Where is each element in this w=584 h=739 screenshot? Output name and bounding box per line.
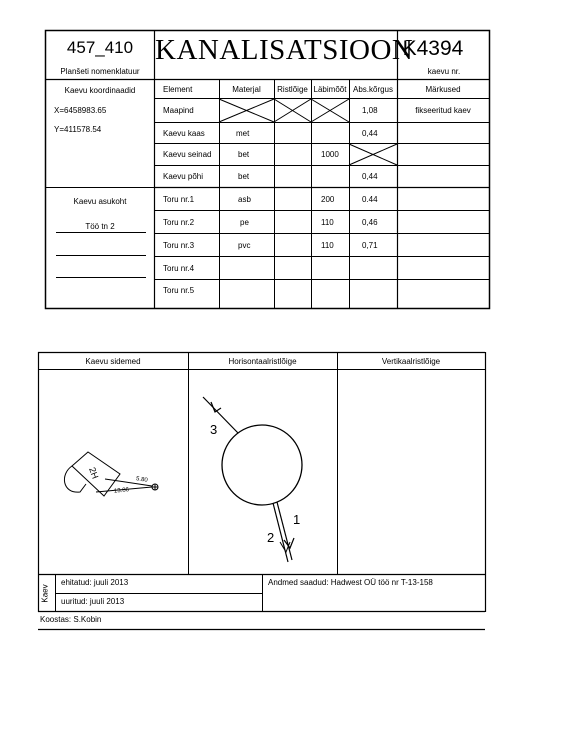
- table-cell: 1000: [321, 150, 339, 159]
- table-cell: 0,44: [362, 172, 378, 181]
- built-date: ehitatud: juuli 2013: [61, 578, 129, 587]
- compiled-by: Koostas: S.Kobin: [40, 615, 102, 624]
- table-cell: 110: [321, 218, 334, 227]
- col-header-diameter: Läbimõõt: [313, 85, 347, 94]
- table-cell: 1,08: [362, 106, 378, 115]
- table-cell: Toru nr.3: [163, 241, 195, 250]
- col-header-height: Abs.kõrgus: [352, 85, 394, 94]
- col-header-notes: Märkused: [425, 85, 461, 94]
- table-cell: Toru nr.1: [163, 195, 195, 204]
- table-cell: Kaevu seinad: [163, 150, 212, 159]
- table-cell: 200: [321, 195, 335, 204]
- sheet-label: Planšeti nomenklatuur: [60, 67, 140, 76]
- table-cell: bet: [238, 150, 250, 159]
- coordinate-x: X=6458983.65: [54, 106, 107, 115]
- table-cell: Toru nr.4: [163, 264, 195, 273]
- coordinate-y: Y=411578.54: [54, 125, 102, 134]
- surveyed-date: uuritud: juuli 2013: [61, 597, 125, 606]
- table-cell: 0.44: [362, 195, 378, 204]
- location-value: Töö tn 2: [85, 222, 115, 231]
- table-cell: Toru nr.2: [163, 218, 195, 227]
- col-header-crosssection: Ristlõige: [277, 85, 308, 94]
- table-cell: 0,46: [362, 218, 378, 227]
- data-source: Andmed saadud: Hadwest OÜ töö nr T-13-158: [268, 578, 433, 587]
- section-title-vertical: Vertikaalristlõige: [381, 357, 441, 366]
- pipe-label-1: 1: [293, 512, 301, 527]
- table-cell: pvc: [238, 241, 251, 250]
- side-label-kaev: Kaev: [40, 584, 50, 603]
- section-title-horizontal: Horisontaalristlõige: [228, 357, 297, 366]
- table-cell: Toru nr.5: [163, 286, 195, 295]
- pipe-label-3: 3: [210, 422, 218, 437]
- section-title-sidemed: Kaevu sidemed: [85, 357, 141, 366]
- document-title: KANALISATSIOON: [155, 34, 414, 66]
- table-cell: 110: [321, 241, 334, 250]
- table-cell: bet: [238, 172, 250, 181]
- pipe-label-2: 2: [267, 530, 275, 545]
- location-label: Kaevu asukoht: [73, 197, 127, 206]
- well-label: kaevu nr.: [427, 67, 461, 76]
- table-cell: Kaevu põhi: [163, 172, 204, 181]
- table-cell: asb: [238, 195, 251, 204]
- dimension-short: 5.80: [135, 476, 149, 484]
- col-header-element: Element: [163, 85, 193, 94]
- building-label: 2H: [87, 465, 101, 481]
- well-id: K4394: [402, 37, 464, 60]
- sheet-number: 457_410: [66, 38, 134, 57]
- dimension-long: 13.86: [113, 487, 130, 495]
- col-header-material: Materjal: [232, 85, 261, 94]
- table-cell: 0,71: [362, 241, 378, 250]
- table-cell: fikseeritud kaev: [415, 106, 471, 115]
- table-cell: Kaevu kaas: [163, 129, 205, 138]
- table-cell: pe: [240, 218, 249, 227]
- table-cell: 0,44: [362, 129, 378, 138]
- table-cell: Maapind: [163, 106, 194, 115]
- table-cell: met: [236, 129, 250, 138]
- coordinates-label: Kaevu koordinaadid: [64, 86, 136, 95]
